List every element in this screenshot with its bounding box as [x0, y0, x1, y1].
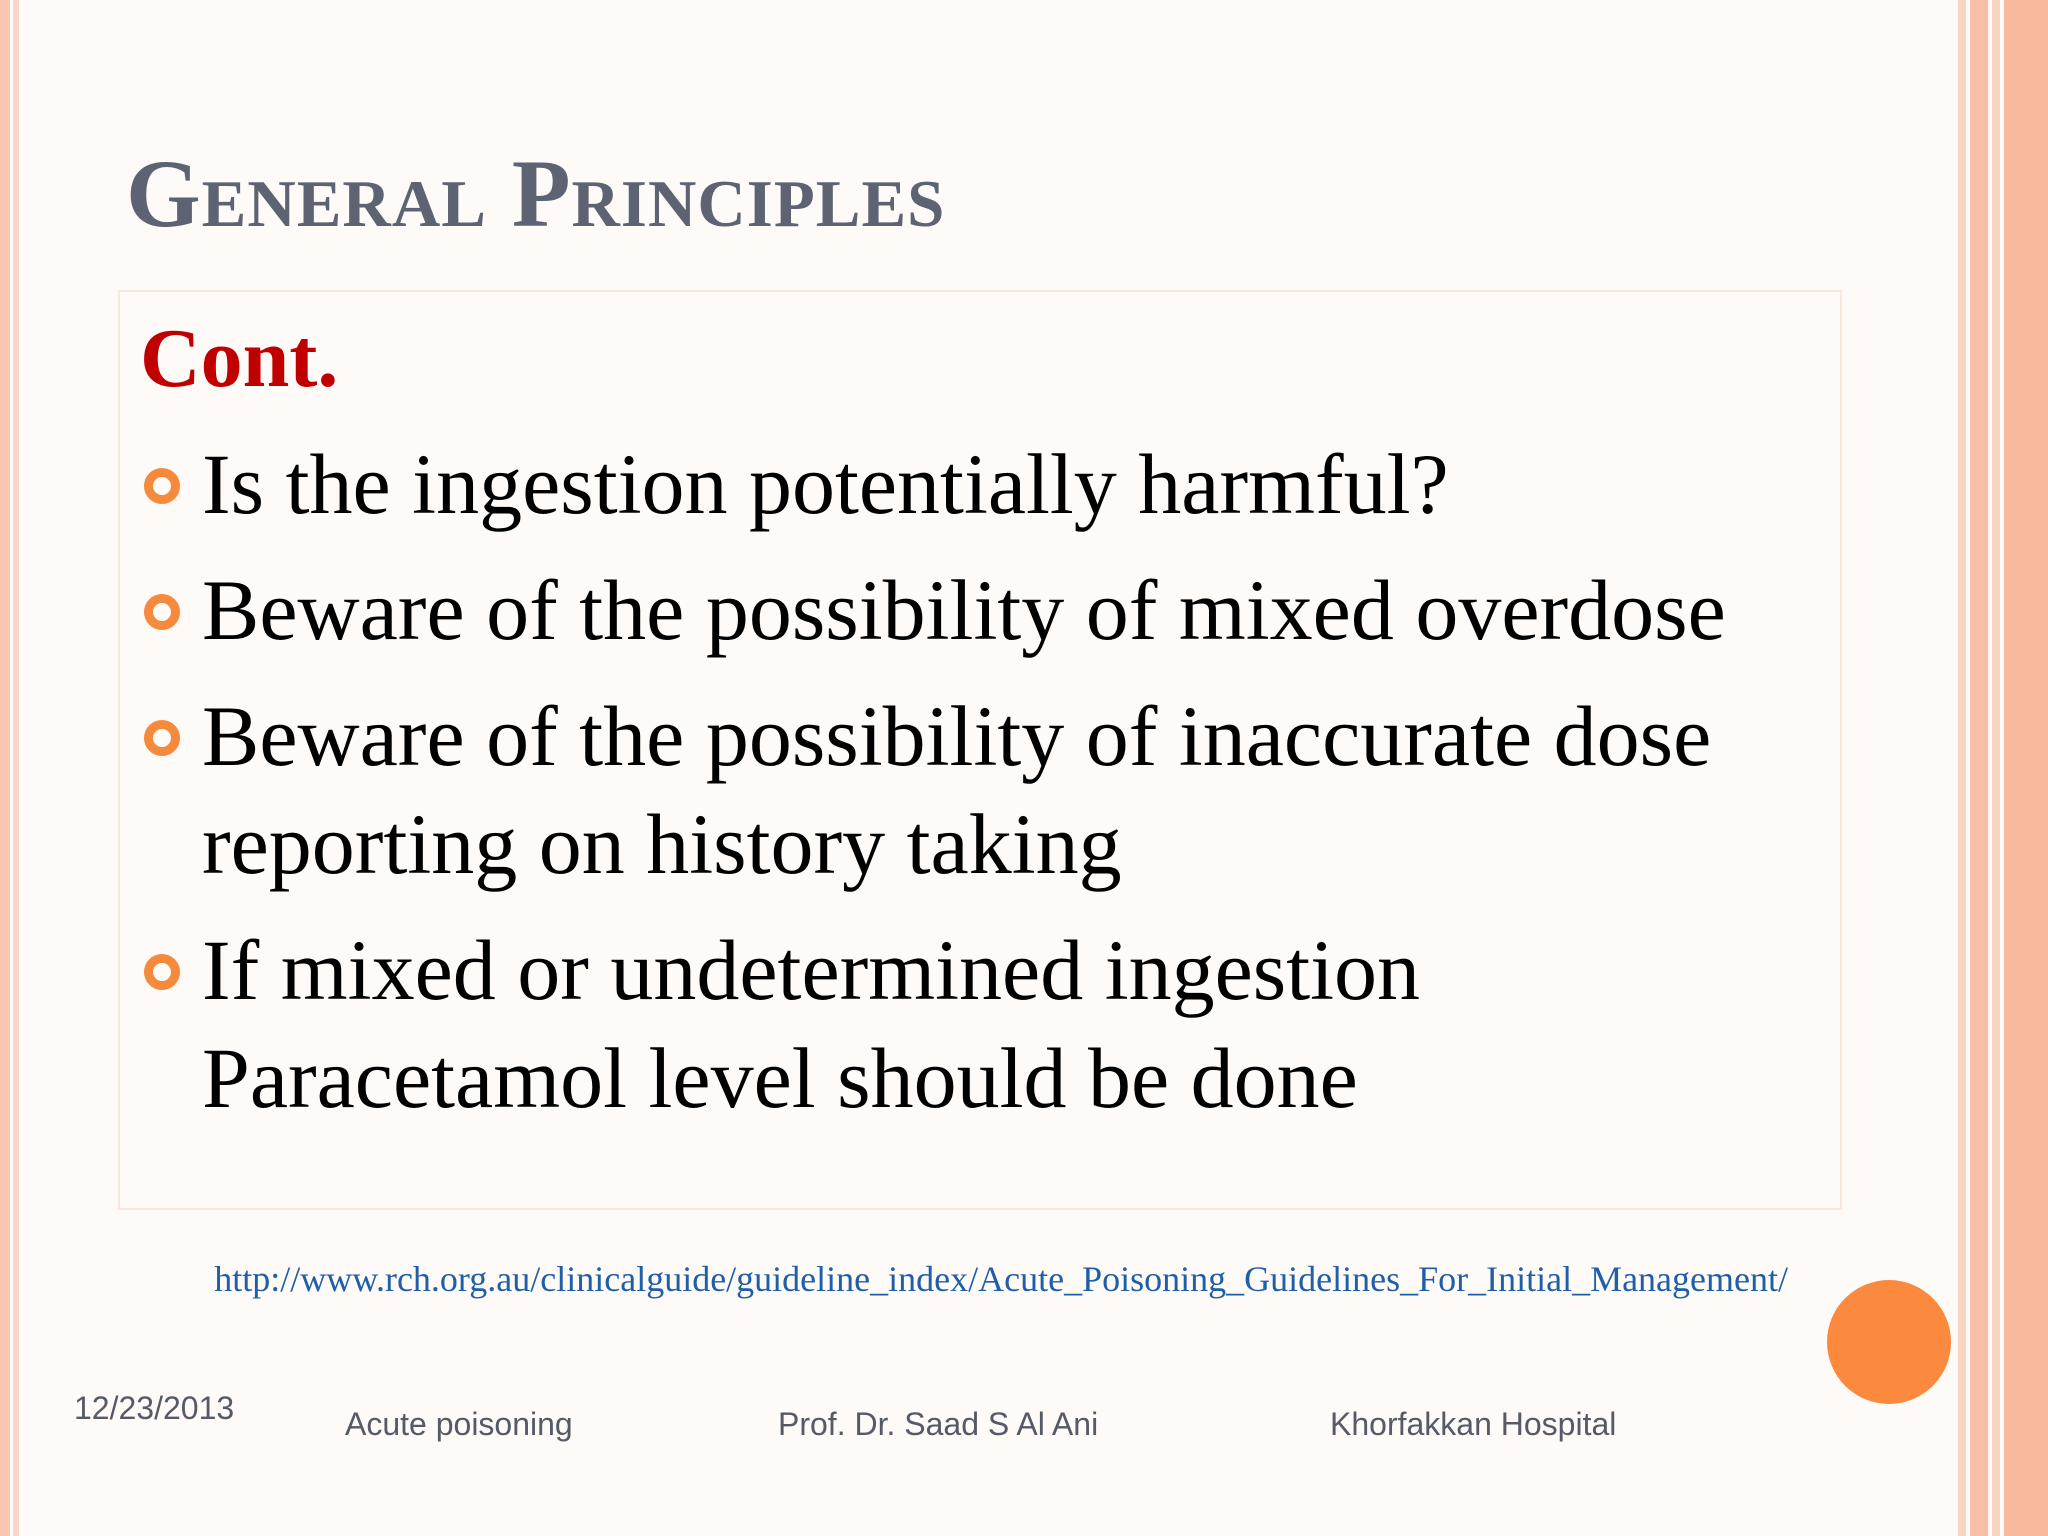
bullet-item — [140, 556, 1840, 664]
accent-circle — [1827, 1280, 1951, 1404]
right-border-stripe-1 — [1958, 0, 1966, 1536]
footer-date: 12/23/2013 — [74, 1390, 235, 1426]
footer-place: Khorfakkan Hospital — [1330, 1406, 1617, 1442]
left-border-stripe-inner — [13, 0, 19, 1536]
right-border-stripe-3 — [1992, 0, 2000, 1536]
orange-ring-icon — [144, 468, 180, 504]
bullet-item — [140, 682, 1840, 898]
slide-subheading: Cont. — [140, 312, 339, 405]
orange-ring-icon — [144, 954, 180, 990]
bullet-text: Beware of the possibility of inaccurate dose reporting on history taking — [202, 688, 1712, 892]
bullet-text: Is the ingestion potentially harmful? — [202, 436, 1449, 532]
bullet-item — [140, 430, 1840, 538]
footer-author: Prof. Dr. Saad S Al Ani — [778, 1406, 1099, 1442]
orange-ring-icon — [144, 594, 180, 630]
left-border-stripe — [0, 0, 10, 1536]
slide-title: General Principles — [126, 140, 946, 247]
bullet-text: If mixed or undetermined ingestion Paracetamol level should be done — [202, 922, 1421, 1126]
bullet-item — [140, 916, 1840, 1132]
right-border-stripe-4 — [2004, 0, 2048, 1536]
right-border-stripe-2 — [1970, 0, 1988, 1536]
bullet-text: Beware of the possibility of mixed overdose — [202, 562, 1726, 658]
bullet-list — [140, 430, 1840, 1150]
footer-topic: Acute poisoning — [345, 1406, 573, 1442]
orange-ring-icon — [144, 720, 180, 756]
reference-link[interactable]: http://www.rch.org.au/clinicalguide/guideline_index/Acute_Poisoning_Guidelines_For_Initial_Management/ — [214, 1259, 1788, 1299]
